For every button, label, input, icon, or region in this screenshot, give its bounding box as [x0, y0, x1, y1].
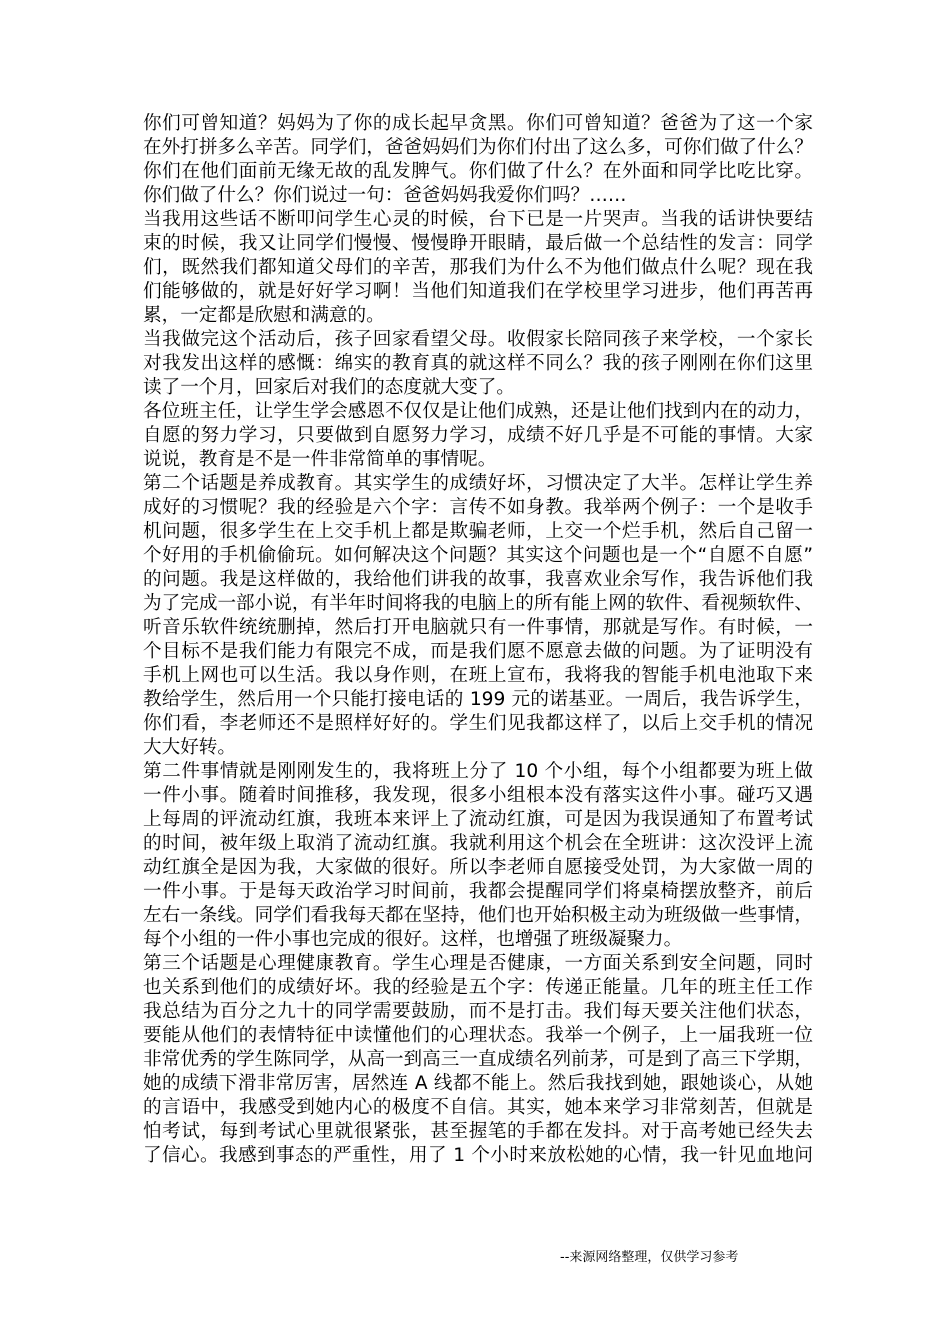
text-line: 对我发出这样的感慨：绵实的教育真的就这样不同么？我的孩子刚刚在你们这里: [143, 353, 813, 374]
text-line: 左右一条线。同学们看我每天都在坚持，他们也开始积极主动为班级做一些事情，: [143, 905, 813, 926]
text-line: 你们看，李老师还不是照样好好的。学生们见我都这样了，以后上交手机的情况: [143, 713, 813, 734]
paragraph: [143, 400, 813, 472]
text-line: 要能从他们的表情特征中读懂他们的心理状态。我举一个例子，上一届我班一位: [143, 1025, 813, 1046]
text-line: 个目标不是我们能力有限完不成，而是我们愿不愿意去做的问题。为了证明没有: [143, 641, 813, 662]
text-line: 自愿的努力学习，只要做到自愿努力学习，成绩不好几乎是不可能的事情。大家: [143, 425, 813, 446]
text-line: 当我用这些话不断叩问学生心灵的时候，台下已是一片哭声。当我的话讲快要结: [143, 209, 813, 230]
text-line: 说说，教育是不是一件非常简单的事情呢。: [143, 449, 497, 470]
text-line: 个好用的手机偷偷玩。如何解决这个问题？其实这个问题也是一个“自愿不自愿”: [143, 545, 813, 566]
document-body: [143, 112, 813, 1168]
text-line: 束的时候，我又让同学们慢慢、慢慢睁开眼睛，最后做一个总结性的发言：同学: [143, 233, 813, 254]
text-line: 她的成绩下滑非常厉害，居然连 A 线都不能上。然后我找到她，跟她谈心，从她: [143, 1073, 813, 1094]
paragraph: [143, 952, 813, 1168]
text-line: 你们在他们面前无缘无故的乱发脾气。你们做了什么？在外面和同学比吃比穿。: [143, 161, 813, 182]
text-line: 非常优秀的学生陈同学，从高一到高三一直成绩名列前茅，可是到了高三下学期，: [143, 1049, 813, 1070]
text-line: 我总结为百分之九十的同学需要鼓励，而不是打击。我们每天要关注他们状态，: [143, 1001, 813, 1022]
text-line: 你们可曾知道？妈妈为了你的成长起早贪黑。你们可曾知道？爸爸为了这一个家: [143, 113, 813, 134]
page-footer: --来源网络整理，仅供学习参考: [560, 1250, 739, 1265]
text-line: 听音乐软件统统删掉，然后打开电脑就只有一件事情，那就是写作。有时候，一: [143, 617, 813, 638]
text-line: 上每周的评流动红旗，我班本来评上了流动红旗，可是因为我误通知了布置考试: [143, 809, 813, 830]
text-line: 当我做完这个活动后，孩子回家看望父母。收假家长陪同孩子来学校，一个家长: [143, 329, 813, 350]
paragraph: [143, 472, 813, 760]
paragraph: [143, 112, 813, 208]
text-line: 的问题。我是这样做的，我给他们讲我的故事，我喜欢业余写作，我告诉他们我: [143, 569, 813, 590]
text-line: 一件小事。于是每天政治学习时间前，我都会提醒同学们将桌椅摆放整齐，前后: [143, 881, 813, 902]
paragraph: [143, 328, 813, 400]
text-line: 们，既然我们都知道父母们的辛苦，那我们为什么不为他们做点什么呢？现在我: [143, 257, 813, 278]
text-line: 手机上网也可以生活。我以身作则，在班上宣布，我将我的智能手机电池取下来: [143, 665, 813, 686]
text-line: 第三个话题是心理健康教育。学生心理是否健康，一方面关系到安全问题，同时: [143, 953, 813, 974]
text-line: 累，一定都是欣慰和满意的。: [143, 305, 385, 326]
text-line: 了信心。我感到事态的严重性，用了 1 个小时来放松她的心情，我一针见血地问: [143, 1145, 813, 1166]
text-line: 成好的习惯呢？我的经验是六个字：言传不如身教。我举两个例子：一个是收手: [143, 497, 813, 518]
text-line: 大大好转。: [143, 737, 236, 758]
text-line: 教给学生，然后用一个只能打接电话的 199 元的诺基亚。一周后，我告诉学生，: [143, 689, 813, 710]
text-line: 你们做了什么？你们说过一句：爸爸妈妈我爱你们吗？……: [143, 185, 627, 206]
text-line: 第二个话题是养成教育。其实学生的成绩好坏，习惯决定了大半。怎样让学生养: [143, 473, 813, 494]
text-line: 们能够做的，就是好好学习啊！当他们知道我们在学校里学习进步，他们再苦再: [143, 281, 813, 302]
text-line: 读了一个月，回家后对我们的态度就大变了。: [143, 377, 515, 398]
text-line: 各位班主任，让学生学会感恩不仅仅是让他们成熟，还是让他们找到内在的动力，: [143, 401, 813, 422]
text-line: 在外打拼多么辛苦。同学们，爸爸妈妈们为你们付出了这么多，可你们做了什么？: [143, 137, 813, 158]
text-line: 怕考试，每到考试心里就很紧张，甚至握笔的手都在发抖。对于高考她已经失去: [143, 1121, 813, 1142]
text-line: 也关系到他们的成绩好坏。我的经验是五个字：传递正能量。几年的班主任工作: [143, 977, 813, 998]
text-line: 每个小组的一件小事也完成的很好。这样，也增强了班级凝聚力。: [143, 929, 683, 950]
text-line: 为了完成一部小说，有半年时间将我的电脑上的所有能上网的软件、看视频软件、: [143, 593, 813, 614]
text-line: 机问题，很多学生在上交手机上都是欺骗老师，上交一个烂手机，然后自己留一: [143, 521, 813, 542]
text-line: 的时间，被年级上取消了流动红旗。我就利用这个机会在全班讲：这次没评上流: [143, 833, 813, 854]
text-line: 的言语中，我感受到她内心的极度不自信。其实，她本来学习非常刻苦，但就是: [143, 1097, 813, 1118]
text-line: 一件小事。随着时间推移，我发现，很多小组根本没有落实这件小事。碰巧又遇: [143, 785, 813, 806]
text-line: 动红旗全是因为我，大家做的很好。所以李老师自愿接受处罚，为大家做一周的: [143, 857, 813, 878]
text-line: 第二件事情就是刚刚发生的，我将班上分了 10 个小组，每个小组都要为班上做: [143, 761, 813, 782]
paragraph: [143, 760, 813, 952]
paragraph: [143, 208, 813, 328]
